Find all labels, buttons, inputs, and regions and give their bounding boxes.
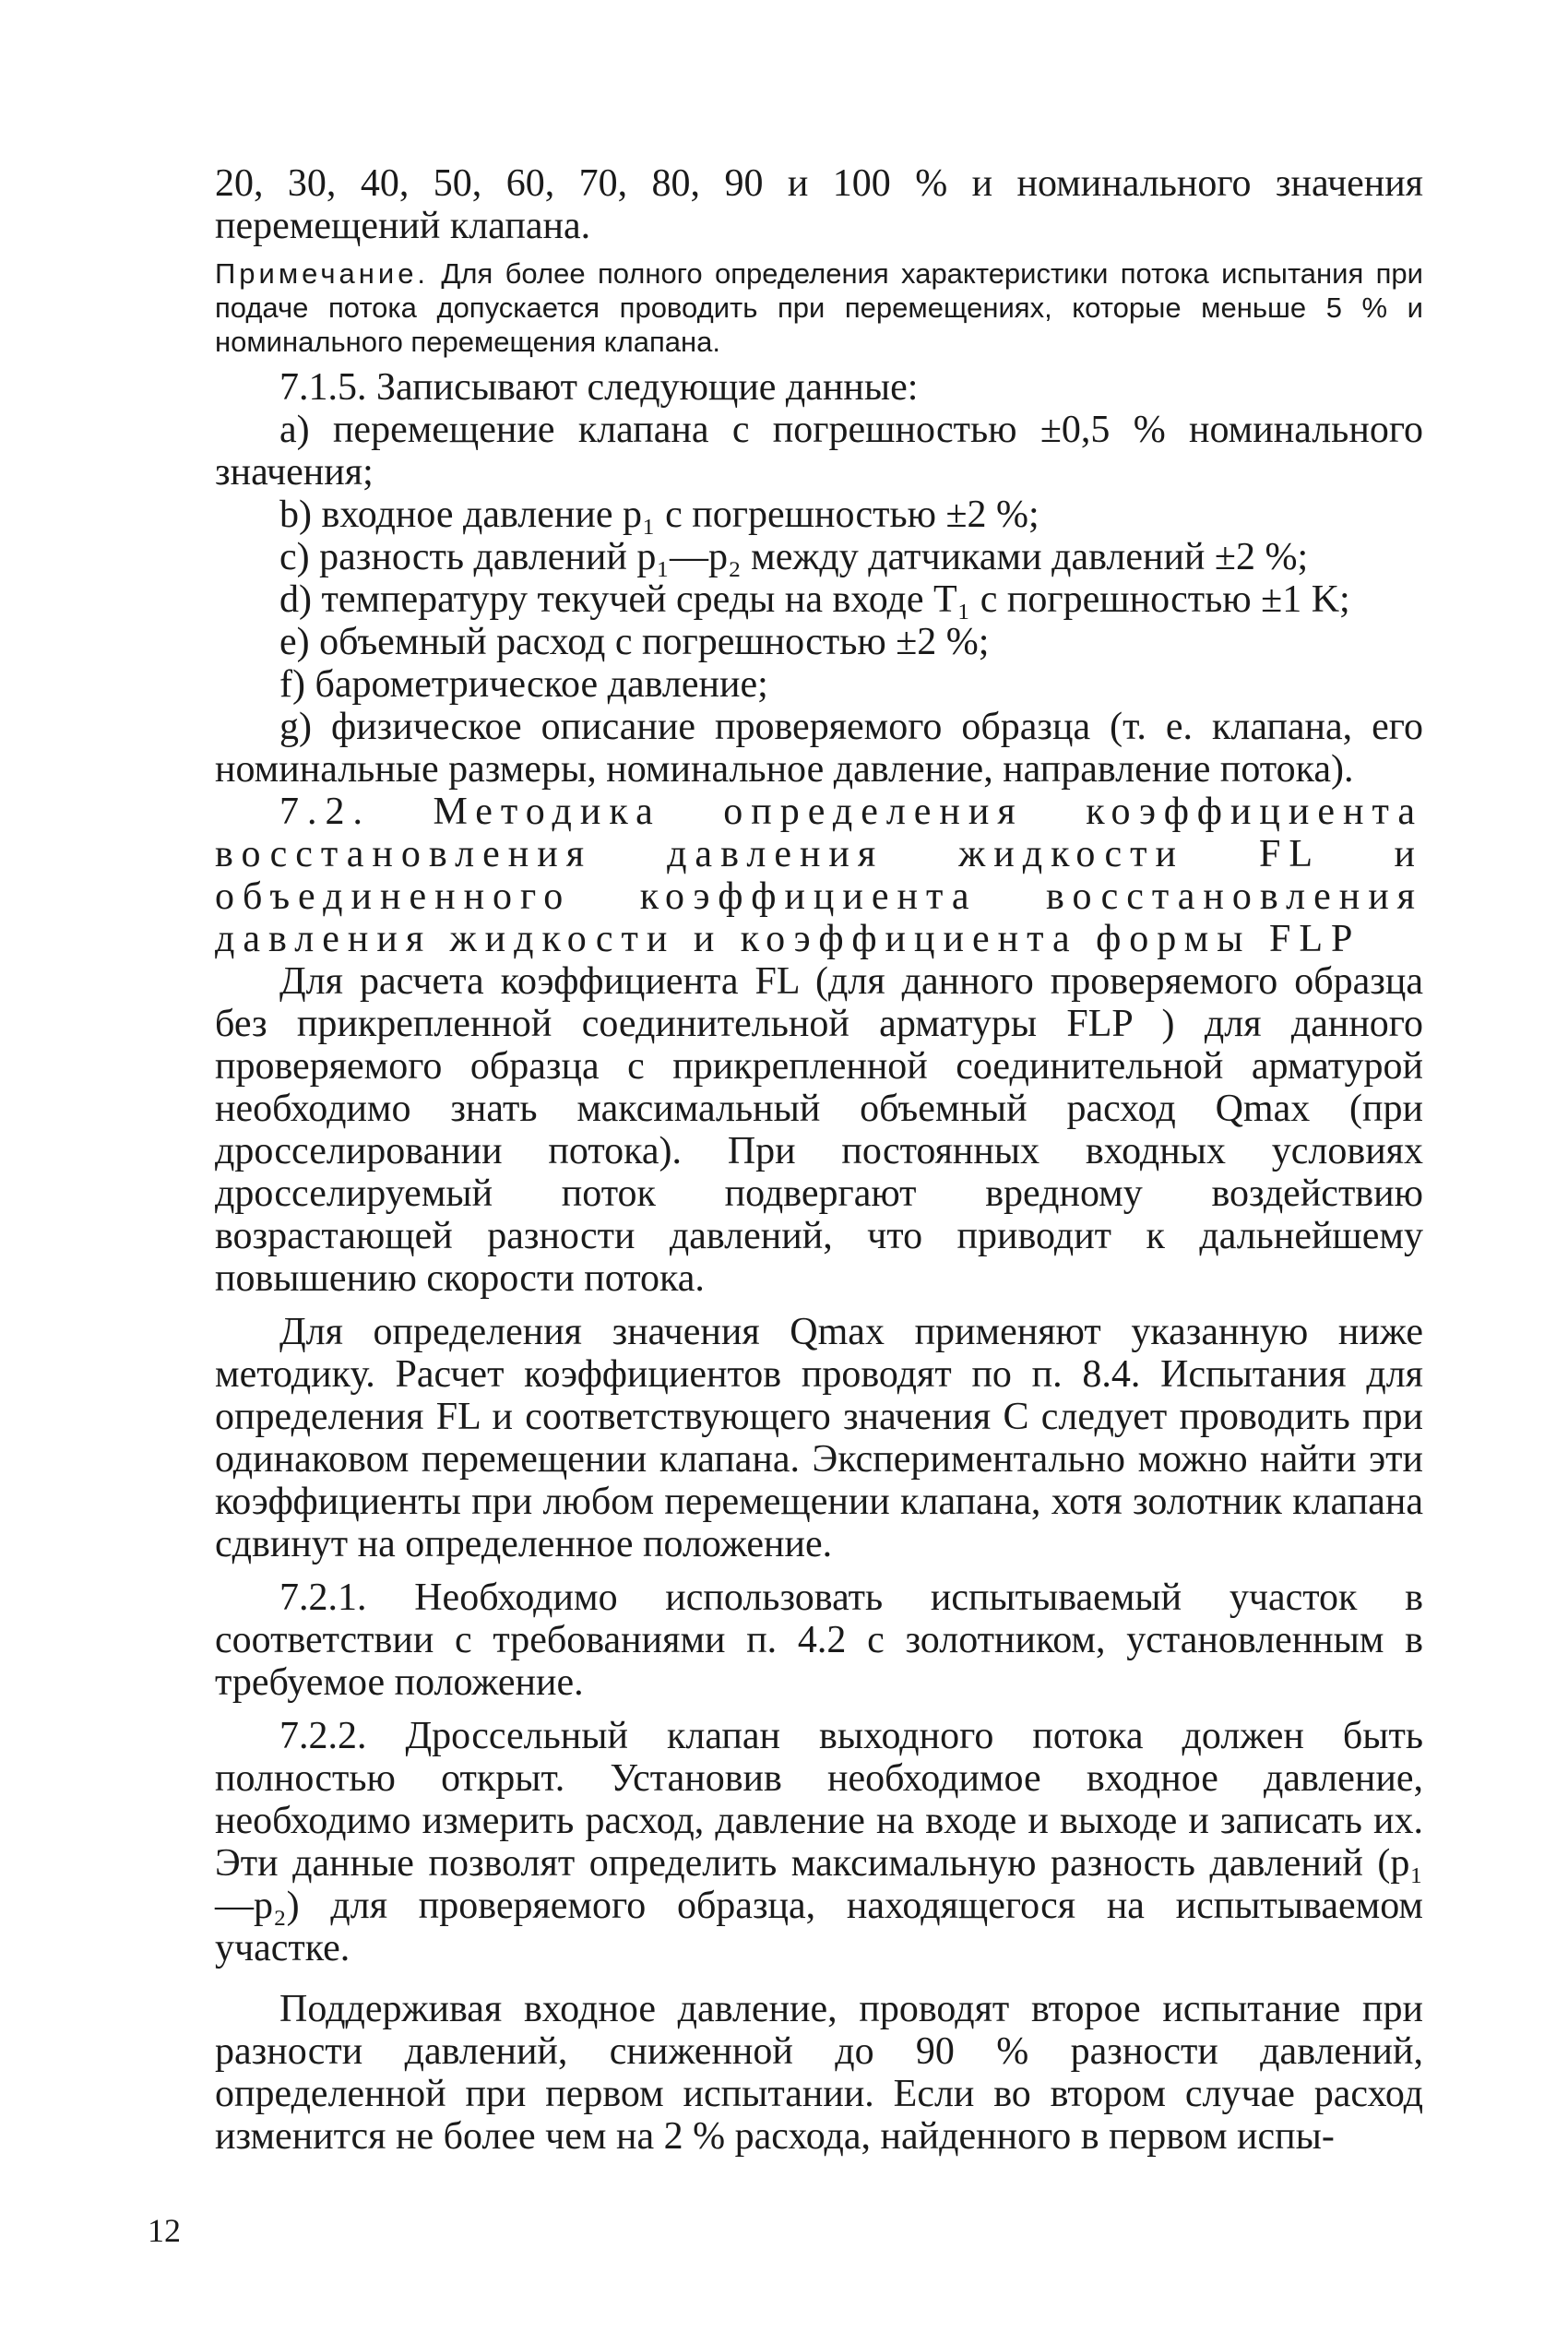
paragraph-qmax-method: Для определения значения Qmax применяют указанную ниже методику. Расчет коэффициентов проводят по п. 8.4. Испытания для определения FL и соответствующего значения C следует проводить при одинаковом перемещении клапана. Экспериментально можно найти эти коэффициенты при любом перемещении клапана, хотя золотник клапана сдвинут на определенное положение. (215, 1311, 1423, 1565)
section-heading-7-2: 7.2. Методика определения коэффициента восстановления давления жидкости FL и объединенного коэффициента восстановления давления жидкости и коэффициента формы FLP (215, 791, 1423, 960)
paragraph-continuation: 20, 30, 40, 50, 60, 70, 80, 90 и 100 % и номинального значения перемещений клапана. (215, 162, 1423, 247)
section-7-2-2: 7.2.2. Дроссельный клапан выходного потока должен быть полностью открыт. Установив необходимое входное давление, необходимо измерить расход, давление на входе и выходе и записать их. Эти данные позволят определить максимальную разность давлений (p₁—p₂) для проверяемого образца, находящегося на испытываемом участке. (215, 1715, 1423, 1969)
list-item-g: g) физическое описание проверяемого образца (т. е. клапана, его номинальные размеры, номинальное давление, направление потока). (215, 706, 1423, 791)
paragraph-fl-calculation: Для расчета коэффициента FL (для данного проверяемого образца без прикрепленной соединительной арматуры FLP ) для данного проверяемого образца с прикрепленной соединительной арматурой необходимо знать максимальный объемный расход Qmax (при дросселировании потока). При постоянных входных условиях дросселируемый поток подвергают вредному воздействию возрастающей разности давлений, что приводит к дальнейшему повышению скорости потока. (215, 960, 1423, 1300)
list-item-e: e) объемный расход с погрешностью ±2 %; (279, 621, 990, 663)
note (215, 256, 1423, 359)
note-text: Для более полного определения характеристики потока испытания при подаче потока допускается проводить при перемещениях, которые меньше 5 % и номинального перемещения клапана. (215, 257, 1423, 358)
list-item-f: f) барометрическое давление; (279, 663, 768, 706)
note-label: Примечание. (215, 257, 430, 290)
list-item-c: c) разность давлений p₁—p₂ между датчиками давлений ±2 %; (279, 536, 1309, 578)
document-page (215, 162, 1423, 2158)
list-item-b: b) входное давление p₁ с погрешностью ±2 %; (279, 494, 1039, 536)
section-7-1-5: 7.1.5. Записывают следующие данные: (279, 366, 919, 409)
list-item-a: а) перемещение клапана с погрешностью ±0,5 % номинального значения; (215, 409, 1423, 494)
section-7-2-1: 7.2.1. Необходимо использовать испытываемый участок в соответствии с требованиями п. 4.2 с золотником, установленным в требуемое положение. (215, 1576, 1423, 1704)
page-number: 12 (148, 2212, 181, 2249)
list-item-d: d) температуру текучей среды на входе T₁ с погрешностью ±1 K; (279, 578, 1350, 621)
paragraph-second-test: Поддерживая входное давление, проводят второе испытание при разности давлений, сниженной до 90 % разности давлений, определенной при первом испытании. Если во втором случае расход изменится не более чем на 2 % расхода, найденного в первом испы- (215, 1988, 1423, 2158)
